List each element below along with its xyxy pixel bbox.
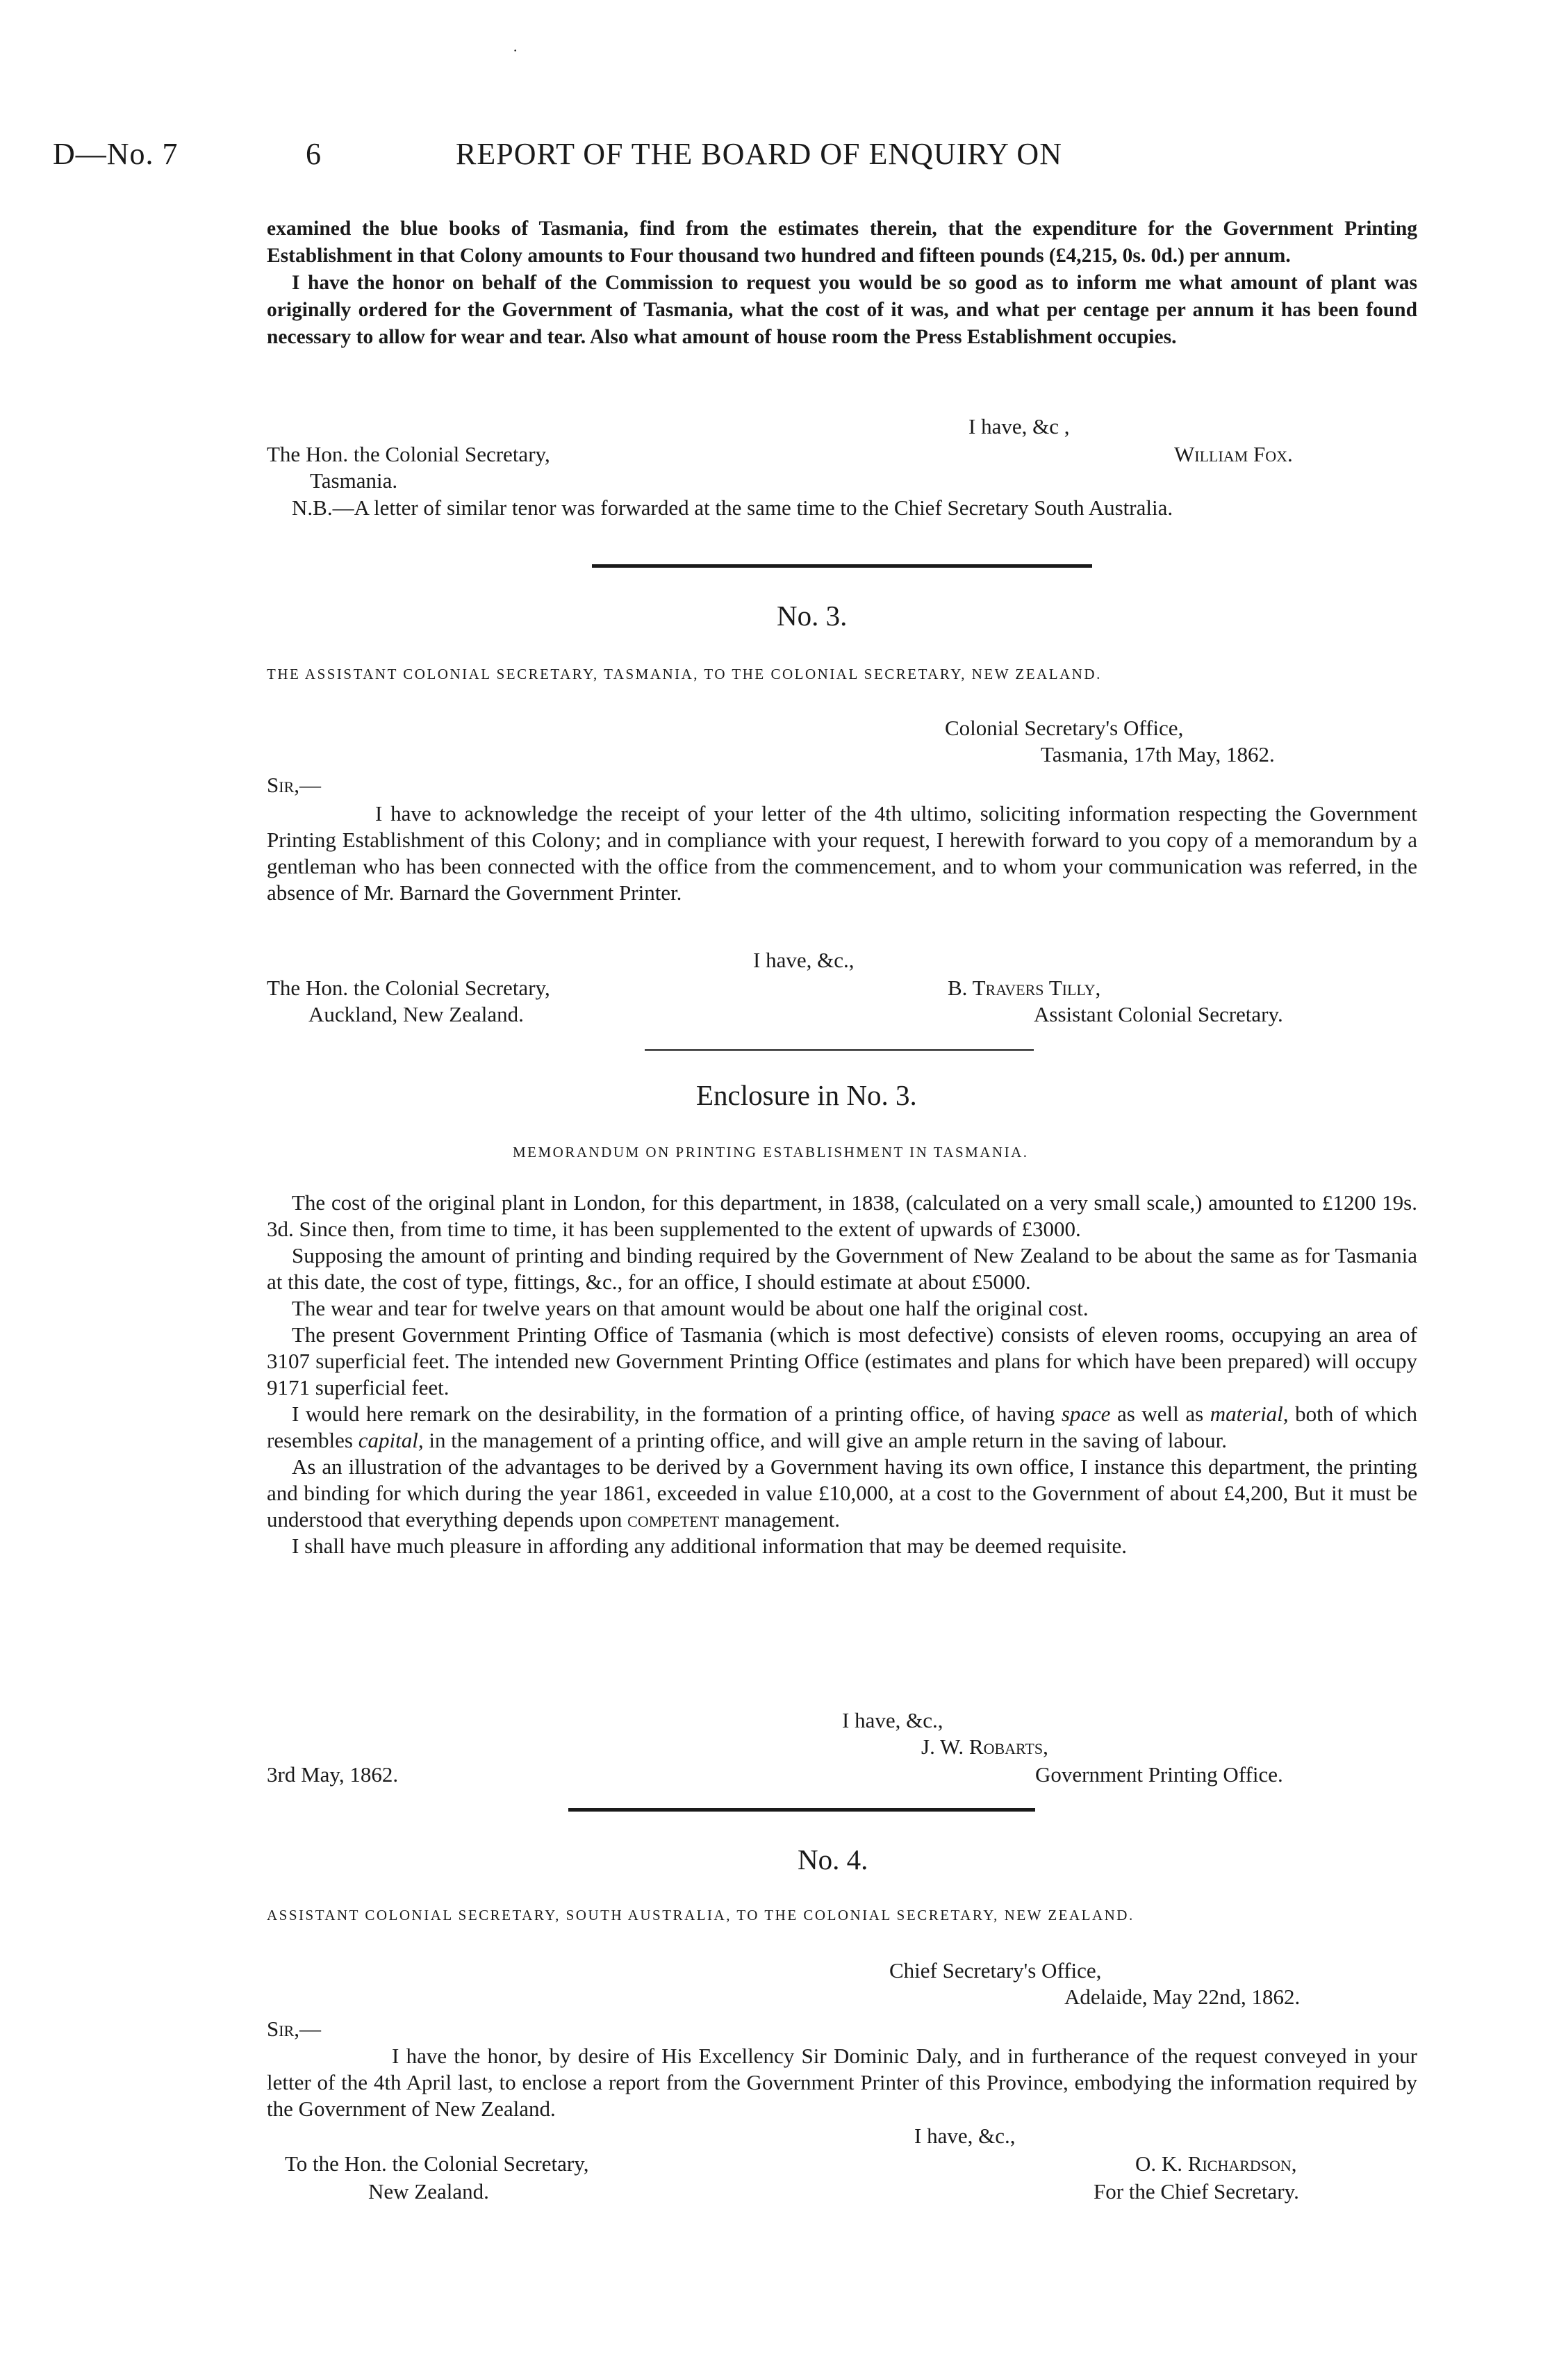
letter-addressee: The Hon. the Colonial Secretary, <box>267 976 550 1000</box>
enclosure-heading: MEMORANDUM ON PRINTING ESTABLISHMENT IN TASMANIA. <box>513 1144 1029 1160</box>
letter-addressee-place: Auckland, New Zealand. <box>308 1002 524 1026</box>
letter-salutation: Sir,— <box>267 2017 321 2041</box>
letter-note <box>267 495 1417 521</box>
memo-closing: I have, &c., <box>842 1708 943 1732</box>
section-heading: ASSISTANT COLONIAL SECRETARY, SOUTH AUSTRALIA, TO THE COLONIAL SECRETARY, NEW ZEALAND. <box>267 1907 1135 1923</box>
letter-place-date: Tasmania, 17th May, 1862. <box>1041 742 1275 766</box>
document-reference: D—No. 7 <box>53 137 179 171</box>
letter-addressee-place: Tasmania. <box>310 468 398 493</box>
page-number: 6 <box>306 137 322 171</box>
page-tick: · <box>513 42 518 59</box>
letter-paragraph: I have to acknowledge the receipt of your letter of the 4th ultimo, soliciting information respecting the Government Printing Establishment of this Colony; and in compliance with your request, I herewith forward to you copy of a memorandum by a gentleman who has been connected with the office from the commencement, and to whom your communication was referred, in the absence of Mr. Barnard the Government Printer. <box>267 801 1417 905</box>
memorandum-body <box>267 1190 1417 1559</box>
memo-paragraph: I would here remark on the desirability, in the formation of a printing office, of having space as well as material, both of which resembles capital, in the management of a printing office, and will give an ample return in the saving of labour. <box>267 1402 1417 1452</box>
memo-paragraph: Supposing the amount of printing and binding required by the Government of New Zealand to be about the same as for Tasmania at this date, the cost of type, fittings, &c., for an office, I should estimate at about £5000. <box>267 1243 1417 1294</box>
page-title: REPORT OF THE BOARD OF ENQUIRY ON <box>456 137 1062 171</box>
memo-paragraph: The present Government Printing Office of Tasmania (which is most defective) consists of eleven rooms, occupying an area of 3107 superficial feet. The intended new Government Printing Office (estimates and plans for which have been prepared) will occupy 9171 superficial feet. <box>267 1322 1417 1400</box>
letter-body <box>267 801 1417 906</box>
enclosure-title: Enclosure in No. 3. <box>696 1079 917 1111</box>
letter-salutation: Sir,— <box>267 773 321 797</box>
section-number: No. 4. <box>798 1844 868 1876</box>
memo-paragraph: As an illustration of the advantages to be derived by a Government having its own office, I instance this department, the printing and binding for which during the year 1861, exceeded in value £10,000, at a cost to the Government of about £4,200, But it must be understood that everything depends upon competent management. <box>267 1454 1417 1532</box>
memo-signatory-title: Government Printing Office. <box>1035 1762 1283 1787</box>
letter-signatory-title: Assistant Colonial Secretary. <box>1034 1002 1283 1026</box>
section-number: No. 3. <box>777 600 848 632</box>
letter-body <box>267 2043 1417 2122</box>
letter-office: Chief Secretary's Office, <box>889 1958 1102 1983</box>
letter-closing: I have, &c., <box>914 2124 1016 2148</box>
letter-closing: I have, &c , <box>968 414 1070 438</box>
memo-date: 3rd May, 1862. <box>267 1762 399 1787</box>
letter-signatory: O. K. Richardson, <box>1135 2151 1297 2176</box>
letter-paragraph: I have the honor, by desire of His Excellency Sir Dominic Daly, and in furtherance of the request conveyed in your letter of the 4th April last, to enclose a report from the Government Printer of this Province, embodying the information required by the Government of New Zealand. <box>267 2044 1417 2121</box>
section-divider <box>568 1808 1035 1812</box>
memo-paragraph: The cost of the original plant in London, for this department, in 1838, (calculated on a very small scale,) amounted to £1200 19s. 3d. Since then, from time to time, it has been supplemented to the extent of upwards of £3000. <box>267 1190 1417 1241</box>
letter-signatory: B. Travers Tilly, <box>948 976 1101 1000</box>
letter-addressee-place: New Zealand. <box>368 2179 489 2203</box>
letter-signatory-title: For the Chief Secretary. <box>1094 2179 1299 2203</box>
letter-office: Colonial Secretary's Office, <box>945 716 1184 740</box>
letter-paragraph: I have the honor on behalf of the Commission to request you would be so good as to inform me what amount of plant was originally ordered for the Government of Tasmania, what the cost of it was, and what per centage per annum it has been found necessary to allow for wear and tear. Also what amount of house room the Press Establishment occupies. <box>267 272 1417 348</box>
memo-paragraph: The wear and tear for twelve years on that amount would be about one half the original cost. <box>292 1296 1089 1320</box>
section-heading: THE ASSISTANT COLONIAL SECRETARY, TASMANIA, TO THE COLONIAL SECRETARY, NEW ZEALAND. <box>267 666 1102 682</box>
letter-place-date: Adelaide, May 22nd, 1862. <box>1064 1985 1301 2009</box>
letter-closing: I have, &c., <box>753 948 855 972</box>
section-divider <box>592 564 1092 568</box>
letter-continuation <box>267 215 1417 351</box>
letter-paragraph: examined the blue books of Tasmania, find from the estimates therein, that the expenditure for the Government Printing Establishment in that Colony amounts to Four thousand two hundred and fifteen pounds (£4,215, 0s. 0d.) per annum. <box>267 218 1417 267</box>
section-divider <box>645 1049 1034 1051</box>
letter-signatory: William Fox. <box>1174 442 1293 466</box>
note-paragraph: N.B.—A letter of similar tenor was forwarded at the same time to the Chief Secretary South Australia. <box>292 495 1173 520</box>
letter-addressee: To the Hon. the Colonial Secretary, <box>285 2151 589 2176</box>
memo-signatory: J. W. Robarts, <box>921 1734 1048 1759</box>
memo-paragraph: I shall have much pleasure in affording any additional information that may be deemed requisite. <box>292 1534 1128 1558</box>
letter-addressee: The Hon. the Colonial Secretary, <box>267 442 550 466</box>
